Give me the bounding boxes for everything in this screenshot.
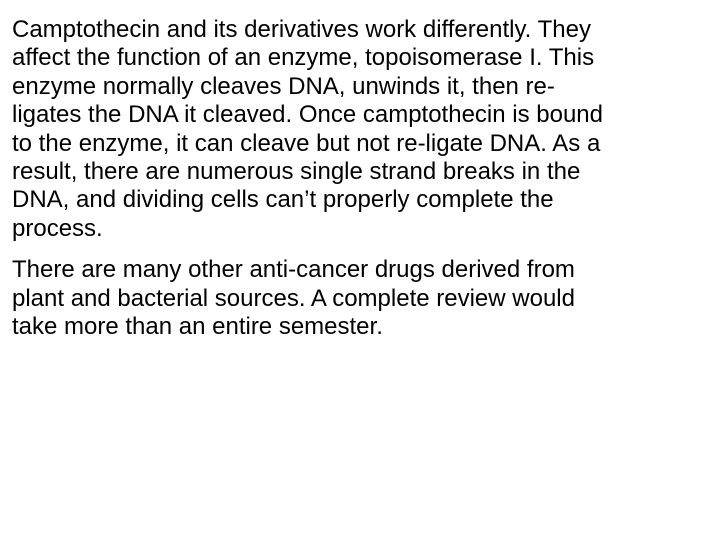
text-line: There are many other anti-cancer drugs derived from — [12, 256, 575, 284]
text-line: result, there are numerous single strand breaks in the — [12, 158, 581, 186]
text-line: ligates the DNA it cleaved. Once camptothecin is bound — [12, 101, 603, 129]
slide-text-body — [12, 16, 712, 341]
text-line: enzyme normally cleaves DNA, unwinds it, then re- — [12, 72, 555, 100]
paragraph-camptothecin — [12, 16, 712, 243]
text-line: affect the function of an enzyme, topoisomerase I. This — [12, 44, 595, 72]
text-line: plant and bacterial sources. A complete review would — [12, 284, 575, 312]
text-line: to the enzyme, it can cleave but not re-ligate DNA. As a — [12, 129, 601, 157]
paragraph-other-drugs — [12, 256, 712, 341]
text-line: DNA, and dividing cells can’t properly complete the — [12, 186, 554, 214]
text-line: process. — [12, 214, 103, 242]
text-line: Camptothecin and its derivatives work differently. They — [12, 16, 591, 43]
text-line: take more than an entire semester. — [12, 313, 383, 341]
